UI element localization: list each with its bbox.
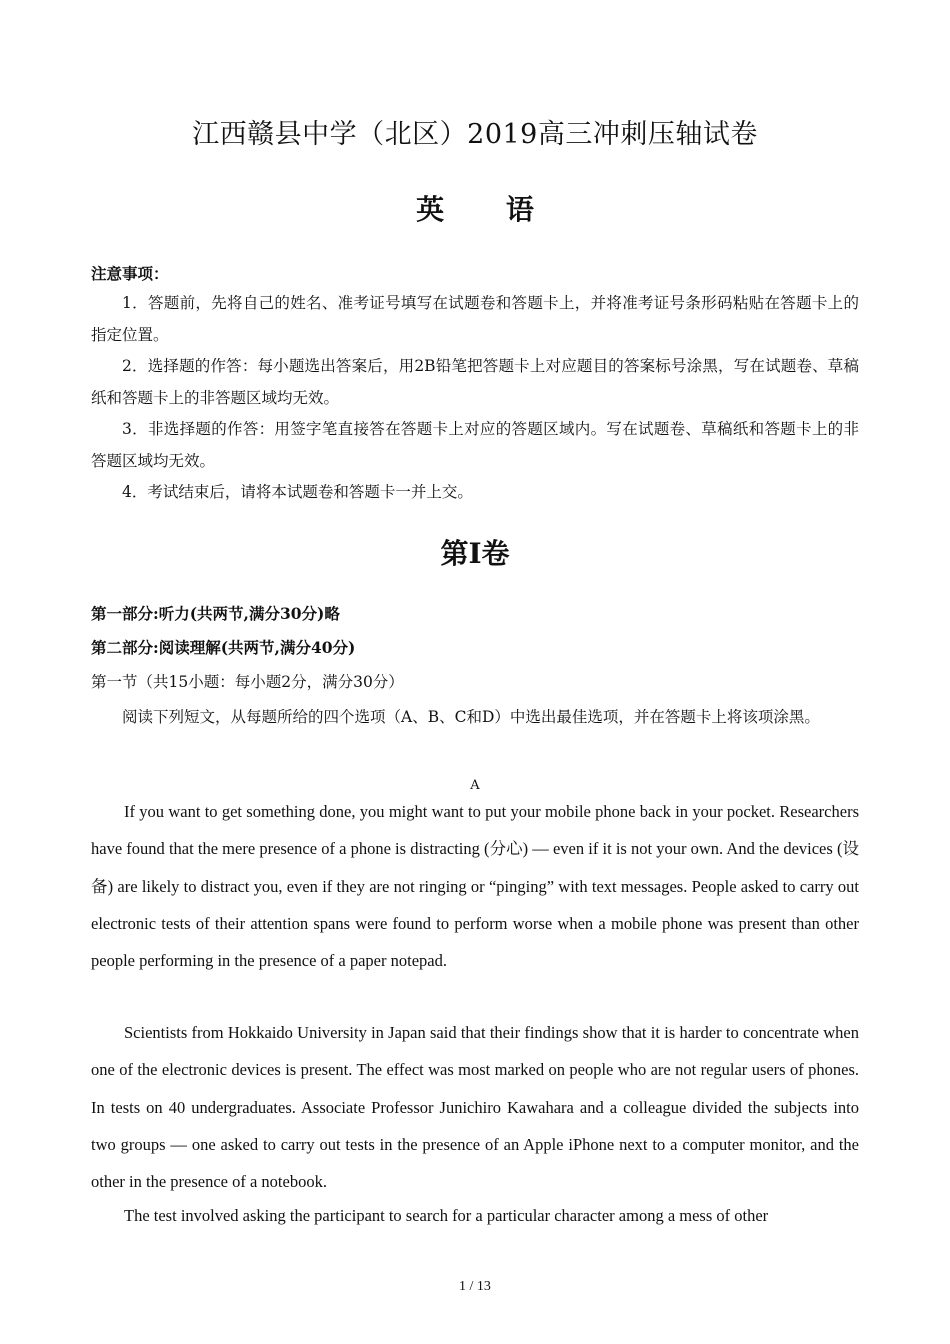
passage-label: A [470,778,480,793]
part2-heading: 第二部分:阅读理解(共两节,满分40分) [91,638,356,657]
notice-item-4: 4．考试结束后，请将本试题卷和答题卡一并上交。 [122,483,473,501]
notice-heading: 注意事项： [91,264,169,283]
notice-list [91,288,859,509]
page-number: 1 / 13 [459,1279,491,1294]
passage-paragraph-2: Scientists from Hokkaido University in Japan said that their findings show that it is harder to concentrate when one of the electronic devices is present. The effect was most marked on people who are not regular users of phones. In tests on 40 undergraduates. Associate Professor Junichiro Kawahara and a colleague divided the subjects into two groups — one asked to carry out tests in the presence of an Apple iPhone next to a computer monitor, and the other in the presence of a notebook. [91,1023,859,1192]
notice-item-2: 2．选择题的作答：每小题选出答案后，用2B铅笔把答题卡上对应题目的答案标号涂黑，写在试题卷、草稿纸和答题卡上的非答题区域均无效。 [91,357,859,407]
subject-heading: 英 语 [416,193,560,226]
volume-heading: 第Ⅰ卷 [440,537,510,570]
part1-heading: 第一部分:听力(共两节,满分30分)略 [91,604,340,623]
notice-item-3: 3．非选择题的作答：用签字笔直接答在答题卡上对应的答题区域内。写在试题卷、草稿纸和答题卡上的非答题区域均无效。 [91,420,859,470]
section1-heading: 第一节（共15小题：每小题2分，满分30分） [91,673,404,691]
instruction-text: 阅读下列短文，从每题所给的四个选项（A、B、C和D）中选出最佳选项，并在答题卡上将该项涂黑。 [122,708,820,726]
page-title: 江西赣县中学（北区）2019高三冲刺压轴试卷 [192,119,758,150]
notice-item-1: 1．答题前，先将自己的姓名、准考证号填写在试题卷和答题卡上，并将准考证号条形码粘贴在答题卡上的指定位置。 [91,294,859,344]
instruction [91,700,859,734]
passage-paragraph-3: The test involved asking the participant to search for a particular character among a mess of other [124,1206,769,1225]
passage-paragraph-1: If you want to get something done, you might want to put your mobile phone back in your pocket. Researchers have found that the mere presence of a phone is distracting (分心) — even if it is not your own. And the devices (设备) are likely to distract you, even if they are not ringing or “pinging” with text messages. People asked to carry out electronic tests of their attention spans were found to perform worse when a mobile phone was present than other people performing in the presence of a paper notepad. [91,802,859,971]
